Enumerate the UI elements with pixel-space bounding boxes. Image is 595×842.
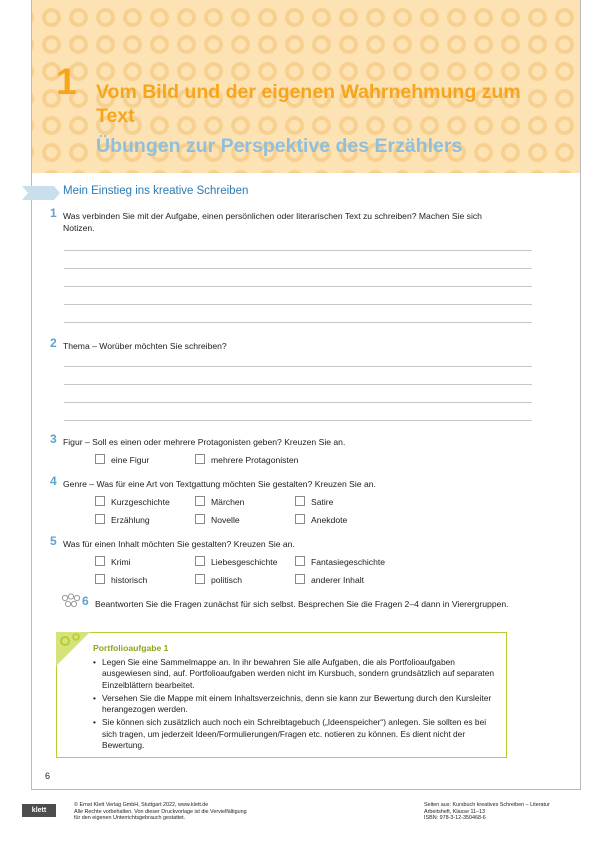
checkbox[interactable] xyxy=(295,574,305,584)
writing-line[interactable] xyxy=(64,322,532,323)
writing-line[interactable] xyxy=(64,286,532,287)
task-number: 3 xyxy=(50,432,57,446)
list-item: • Sie können sich zusätzlich auch noch ein Schreibtagebuch („Ideenspeicher“) anlegen. Sie sollten es bei sich tragen, um jederzeit Ideen/Formulierungen/Fragen etc. notieren zu können. Es dient nicht der Bewertung. xyxy=(93,717,498,751)
portfolio-list xyxy=(93,657,498,753)
chapter-subtitle: Übungen zur Perspektive des Erzählers xyxy=(96,135,463,157)
chapter-number: 1 xyxy=(56,61,77,102)
writing-line[interactable] xyxy=(64,304,532,305)
checkbox[interactable] xyxy=(295,496,305,506)
chapter-title: Vom Bild und der eigenen Wahrnehmung zum Text xyxy=(96,81,521,127)
task-number: 5 xyxy=(50,534,57,548)
writing-line[interactable] xyxy=(64,384,532,385)
page-number: 6 xyxy=(45,771,51,781)
section-title: Mein Einstieg ins kreative Schreiben xyxy=(63,185,249,197)
portfolio-box xyxy=(56,632,507,758)
writing-line[interactable] xyxy=(64,420,532,421)
checkbox[interactable] xyxy=(95,496,105,506)
option-politisch[interactable]: politisch xyxy=(195,574,242,585)
task-text: Figur – Soll es einen oder mehrere Protagonisten geben? Kreuzen Sie an. xyxy=(63,437,346,447)
checkbox[interactable] xyxy=(95,454,105,464)
section-arrow-icon xyxy=(22,186,60,200)
checkbox[interactable] xyxy=(195,514,205,524)
writing-line[interactable] xyxy=(64,250,532,251)
writing-line[interactable] xyxy=(64,366,532,367)
task-number: 1 xyxy=(50,206,57,220)
task-number: 6 xyxy=(82,594,89,608)
option-erzaehlung[interactable]: Erzählung xyxy=(95,514,150,525)
option-eine-figur[interactable]: eine Figur xyxy=(95,454,149,465)
writing-line[interactable] xyxy=(64,402,532,403)
checkbox[interactable] xyxy=(95,574,105,584)
option-maerchen[interactable]: Märchen xyxy=(195,496,244,507)
task-number: 4 xyxy=(50,474,57,488)
checkbox[interactable] xyxy=(295,556,305,566)
option-liebesgeschichte[interactable]: Liebesgeschichte xyxy=(195,556,277,567)
copyright-note: © Ernst Klett Verlag GmbH, Stuttgart 2022, www.klett.de Alle Rechte vorbehalten. Von dieser Druckvorlage ist die Vervielfältigung für den eigenen Unterrichtsgebrauch gestattet. xyxy=(74,802,247,822)
group-work-icon xyxy=(61,593,81,609)
option-satire[interactable]: Satire xyxy=(295,496,333,507)
writing-line[interactable] xyxy=(64,268,532,269)
option-kurzgeschichte[interactable]: Kurzgeschichte xyxy=(95,496,170,507)
checkbox[interactable] xyxy=(95,556,105,566)
task-text: Was verbinden Sie mit der Aufgabe, einen persönlichen oder literarischen Text zu schreiben? Machen Sie sich Notizen. xyxy=(63,211,482,233)
checkbox[interactable] xyxy=(195,496,205,506)
option-anderer-inhalt[interactable]: anderer Inhalt xyxy=(295,574,364,585)
checkbox[interactable] xyxy=(95,514,105,524)
task-text: Beantworten Sie die Fragen zunächst für sich selbst. Besprechen Sie die Fragen 2–4 dann in Vierergruppen. xyxy=(95,599,509,609)
portfolio-title: Portfolioaufgabe 1 xyxy=(93,643,169,653)
list-item: • Legen Sie eine Sammelmappe an. In ihr bewahren Sie alle Aufgaben, die als Portfolioaufgaben ausgewiesen sind, auf. Portfolioaufgaben werden nicht im Kursbuch, sondern grundsätzlich auf separaten Einzelblättern bearbeitet. xyxy=(93,657,498,691)
option-krimi[interactable]: Krimi xyxy=(95,556,131,567)
source-note: Seiten aus: Kursbuch kreatives Schreiben – Literatur Arbeitsheft, Klasse 11–13 ISBN: 978-3-12-350468-6 xyxy=(424,802,550,822)
option-historisch[interactable]: historisch xyxy=(95,574,147,585)
task-text: Genre – Was für eine Art von Textgattung möchten Sie gestalten? Kreuzen Sie an. xyxy=(63,479,376,489)
checkbox[interactable] xyxy=(195,454,205,464)
task-number: 2 xyxy=(50,336,57,350)
publisher-logo: klett xyxy=(22,804,56,817)
task-text: Thema – Worüber möchten Sie schreiben? xyxy=(63,341,227,351)
checkbox[interactable] xyxy=(195,556,205,566)
option-novelle[interactable]: Novelle xyxy=(195,514,240,525)
portfolio-corner-icon xyxy=(56,632,90,666)
option-mehrere-protagonisten[interactable]: mehrere Protagonisten xyxy=(195,454,298,465)
chapter-header xyxy=(32,0,580,173)
list-item: • Versehen Sie die Mappe mit einem Inhaltsverzeichnis, denn sie kann zur Bewertung durch den Kursleiter herangezogen werden. xyxy=(93,693,498,716)
checkbox[interactable] xyxy=(295,514,305,524)
option-anekdote[interactable]: Anekdote xyxy=(295,514,347,525)
checkbox[interactable] xyxy=(195,574,205,584)
option-fantasiegeschichte[interactable]: Fantasiegeschichte xyxy=(295,556,385,567)
task-text: Was für einen Inhalt möchten Sie gestalten? Kreuzen Sie an. xyxy=(63,539,295,549)
